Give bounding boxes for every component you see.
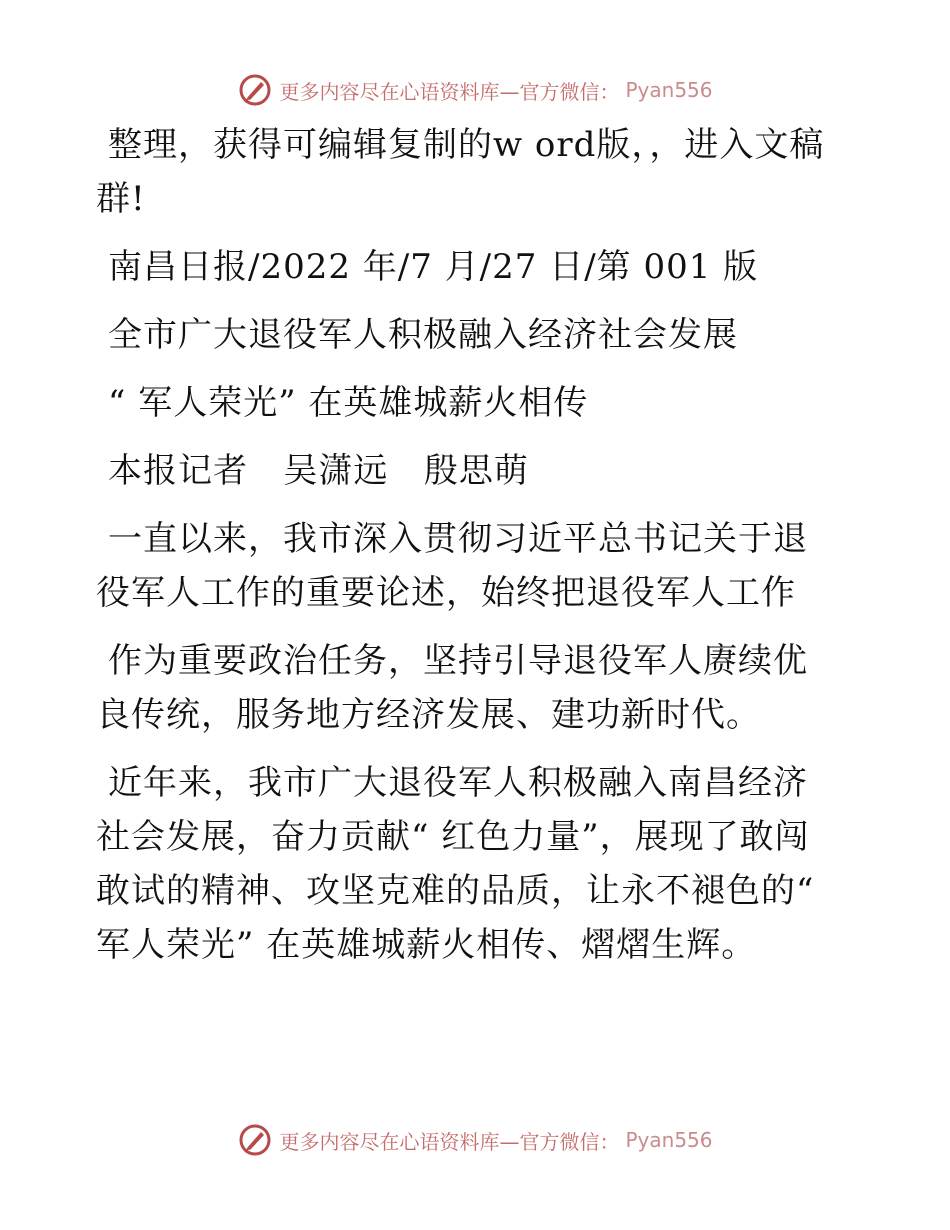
watermark-text: 更多内容尽在心语资料库—官方微信：	[279, 79, 620, 104]
body-paragraph: 一直以来，我市深入贯彻习近平总书记关于退役军人工作的重要论述，始终把退役军人工作	[96, 519, 808, 613]
quill-pen-logo-icon	[237, 1122, 273, 1158]
subheadline: “ 军人荣光” 在英雄城薪火相传	[108, 383, 589, 423]
intro-paragraph: 整理，获得可编辑复制的w ord版，，进入文稿群!	[96, 125, 825, 219]
header-watermark	[0, 72, 950, 108]
document-body	[96, 118, 836, 986]
watermark-text: 更多内容尽在心语资料库—官方微信：	[279, 1129, 620, 1154]
publication-line: 南昌日报/2022 年/7 月/27 日/第 001 版	[108, 247, 759, 287]
quill-pen-logo-icon	[237, 72, 273, 108]
byline: 本报记者 吴潇远 殷思萌	[108, 451, 529, 491]
footer-watermark	[0, 1122, 950, 1158]
watermark-account: Pyan556	[625, 1128, 713, 1152]
headline: 全市广大退役军人积极融入经济社会发展	[108, 315, 738, 355]
watermark-account: Pyan556	[625, 78, 713, 102]
body-paragraph: 作为重要政治任务，坚持引导退役军人赓续优良传统，服务地方经济发展、建功新时代。	[96, 641, 808, 735]
body-paragraph: 近年来，我市广大退役军人积极融入南昌经济社会发展，奋力贡献“ 红色力量”，展现了敢闯敢试的精神、攻坚克难的品质，让永不褪色的“ 军人荣光” 在英雄城薪火相传、熠熠生辉。	[96, 763, 815, 965]
